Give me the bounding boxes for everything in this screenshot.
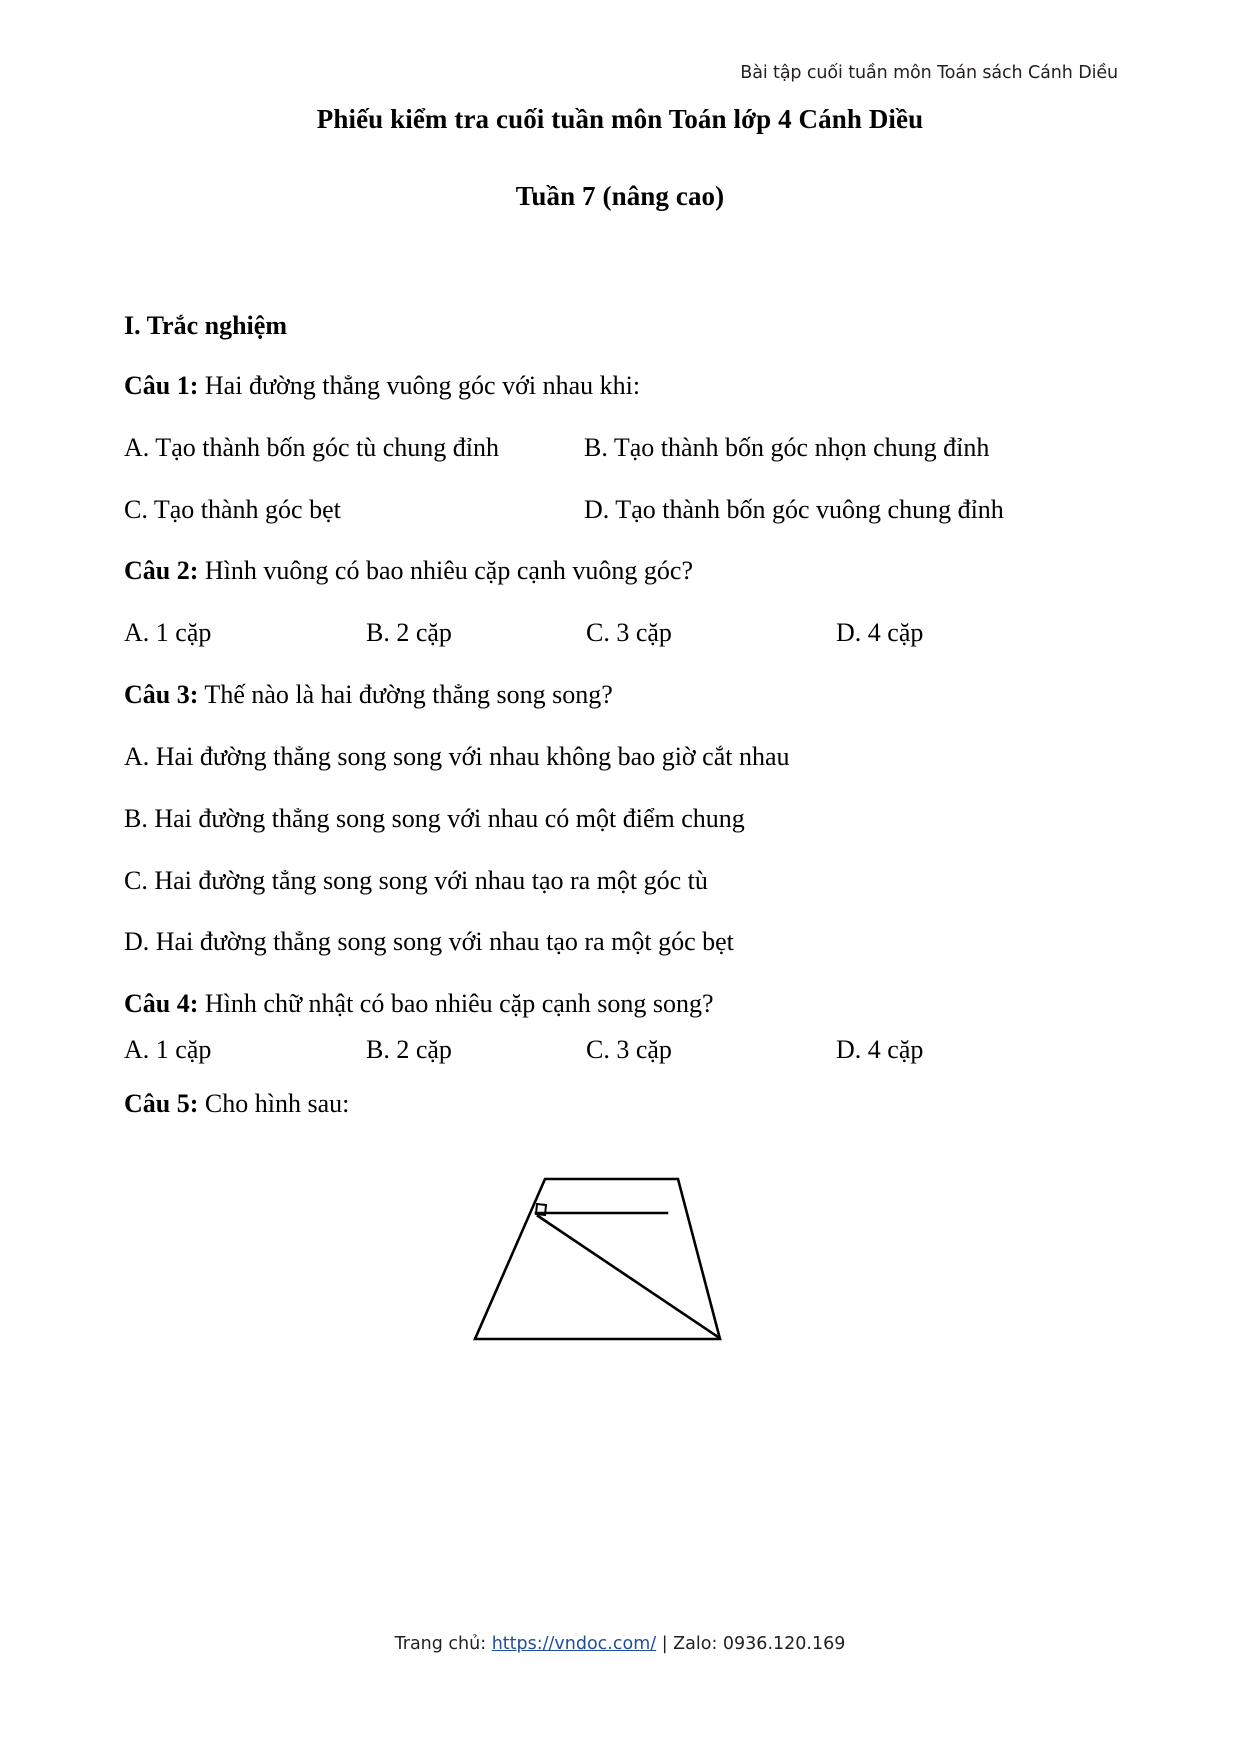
footer-prefix: Trang chủ: (394, 1634, 492, 1654)
question-2-option-d[interactable]: D. 4 cặp (836, 618, 924, 648)
inner-diagonal-line (538, 1216, 718, 1337)
question-4-prompt (122, 987, 1118, 1021)
running-header: Bài tập cuối tuần môn Toán sách Cánh Diều (740, 63, 1118, 83)
trapezoid-figure (470, 1171, 770, 1351)
question-2-options (122, 616, 1118, 650)
question-2-number: Câu 2: (124, 556, 199, 586)
document-body (122, 104, 1118, 1356)
question-1-option-b[interactable]: B. Tạo thành bốn góc nhọn chung đỉnh (584, 432, 990, 462)
question-2-text: Hình vuông có bao nhiêu cặp cạnh vuông góc? (198, 556, 693, 586)
question-2-option-b[interactable]: B. 2 cặp (366, 618, 452, 648)
question-3-option-a[interactable]: A. Hai đường thẳng song song với nhau không bao giờ cắt nhau (124, 741, 790, 771)
page-subtitle: Tuần 7 (nâng cao) (515, 181, 725, 211)
section-heading-multiple-choice: I. Trắc nghiệm (124, 311, 287, 340)
question-4-option-a[interactable]: A. 1 cặp (124, 1034, 212, 1064)
question-3-prompt (122, 678, 1118, 712)
question-2-option-a[interactable]: A. 1 cặp (124, 618, 212, 648)
question-3-number: Câu 3: (124, 680, 199, 710)
question-4-option-d[interactable]: D. 4 cặp (836, 1034, 924, 1064)
question-1-text: Hai đường thẳng vuông góc với nhau khi: (198, 371, 641, 400)
question-5-text: Cho hình sau: (198, 1088, 350, 1118)
question-1-option-d[interactable]: D. Tạo thành bốn góc vuông chung đỉnh (584, 494, 1004, 524)
question-1-number: Câu 1: (124, 371, 199, 400)
question-4-option-b[interactable]: B. 2 cặp (366, 1034, 452, 1064)
question-5-prompt (122, 1087, 1118, 1121)
question-2-prompt (122, 554, 1118, 588)
question-5-figure (122, 1171, 1118, 1356)
question-1-option-c[interactable]: C. Tạo thành góc bẹt (124, 494, 341, 524)
footer-website-link[interactable]: https://vndoc.com/ (491, 1634, 657, 1654)
question-4-number: Câu 4: (124, 989, 199, 1019)
question-4-option-c[interactable]: C. 3 cặp (586, 1034, 672, 1064)
question-3-text: Thế nào là hai đường thẳng song song? (198, 680, 613, 710)
footer-suffix: | Zalo: 0936.120.169 (656, 1634, 846, 1654)
page-title: Phiếu kiểm tra cuối tuần môn Toán lớp 4 Cánh Diều (316, 104, 924, 134)
question-4-options (122, 1033, 1118, 1067)
question-5-number: Câu 5: (124, 1088, 199, 1118)
question-3-option-b[interactable]: B. Hai đường thẳng song song với nhau có một điểm chung (124, 803, 745, 833)
question-3-option-d[interactable]: D. Hai đường thẳng song song với nhau tạo ra một góc bẹt (124, 927, 734, 957)
page-footer (0, 1634, 1240, 1654)
question-1-option-a[interactable]: A. Tạo thành bốn góc tù chung đỉnh (124, 432, 500, 462)
question-1-options-cd (122, 493, 1118, 527)
question-2-option-c[interactable]: C. 3 cặp (586, 618, 672, 648)
question-1-options-ab (122, 431, 1118, 465)
question-3-option-c[interactable]: C. Hai đường tẳng song song với nhau tạo ra một góc tù (124, 865, 708, 895)
question-4-text: Hình chữ nhật có bao nhiêu cặp cạnh song song? (198, 989, 714, 1019)
question-1-prompt (122, 369, 1118, 403)
